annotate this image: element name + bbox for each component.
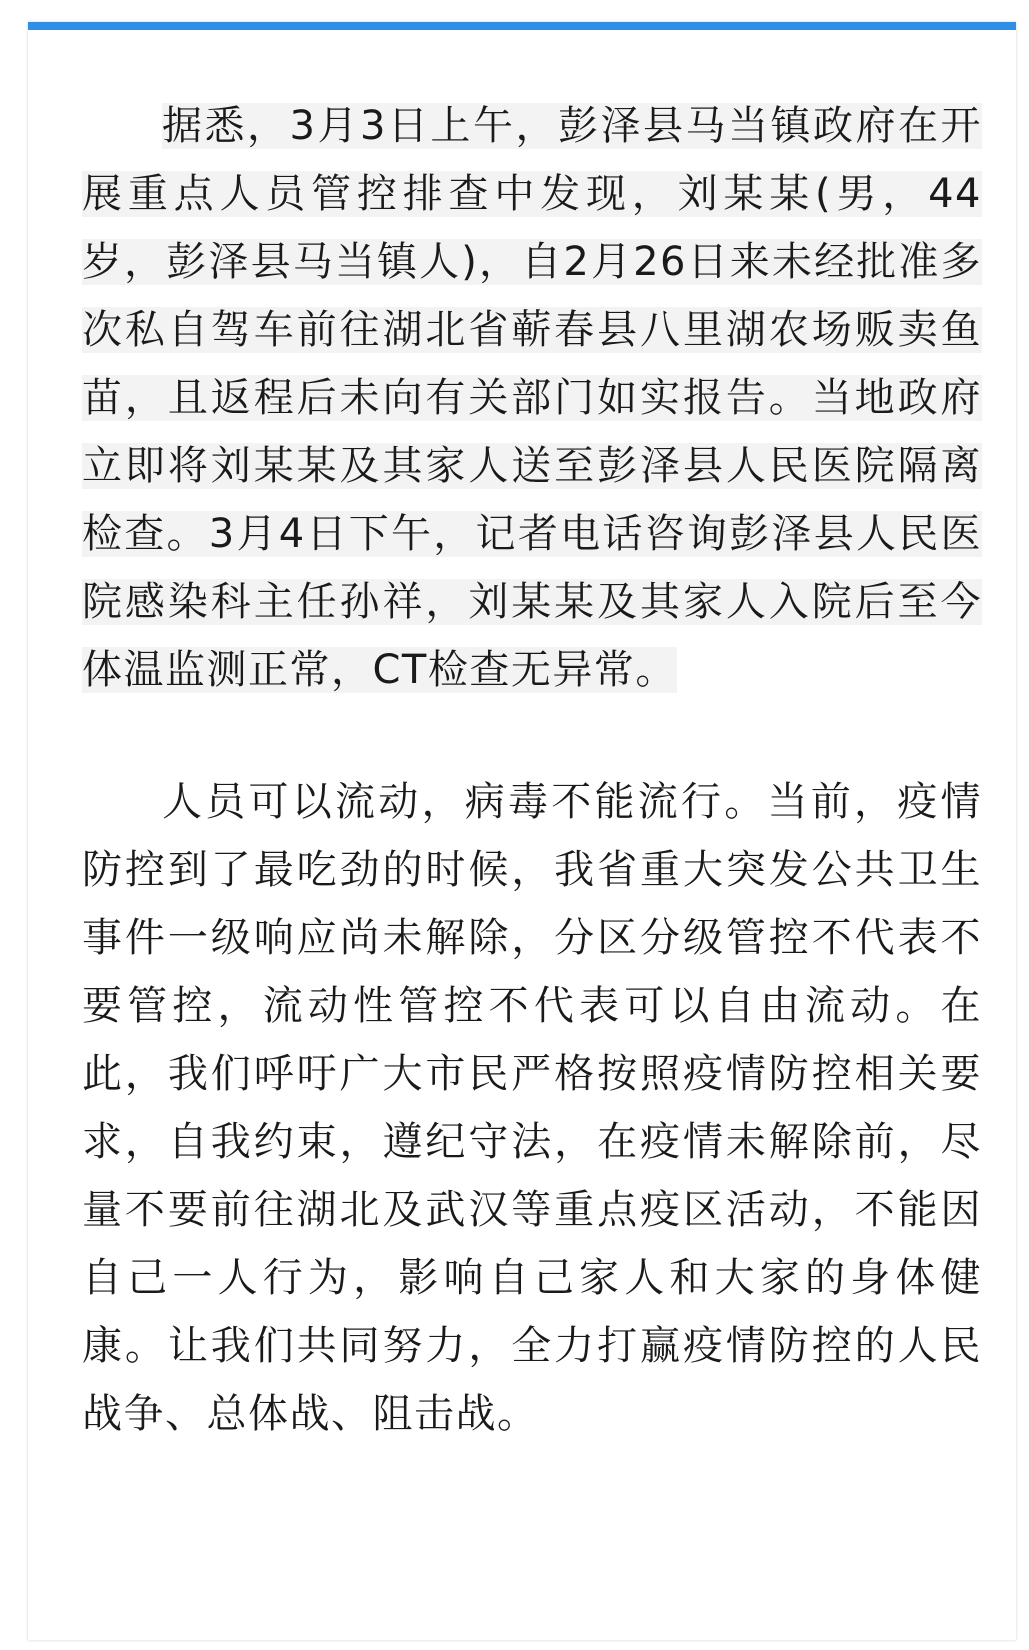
article-paragraph-1 bbox=[82, 92, 982, 704]
paragraph-2-text: 人员可以流动，病毒不能流行。当前，疫情防控到了最吃劲的时候，我省重大突发公共卫生事件一级响应尚未解除，分区分级管控不代表不要管控，流动性管控不代表可以自由流动。在此，我们呼吁广大市民严格按照疫情防控相关要求，自我约束，遵纪守法，在疫情未解除前，尽量不要前往湖北及武汉等重点疫区活动，不能因自己一人行为，影响自己家人和大家的身体健康。让我们共同努力，全力打赢疫情防控的人民战争、总体战、阻击战。 bbox=[82, 779, 982, 1437]
article-page bbox=[28, 22, 1016, 1640]
paragraph-1-text: 据悉，3月3日上午，彭泽县马当镇政府在开展重点人员管控排查中发现，刘某某(男，44岁，彭泽县马当镇人)，自2月26日来未经批准多次私自驾车前往湖北省蕲春县八里湖农场贩卖鱼苗，且返程后未向有关部门如实报告。当地政府立即将刘某某及其家人送至彭泽县人民医院隔离检查。3月4日下午，记者电话咨询彭泽县人民医院感染科主任孙祥，刘某某及其家人入院后至今体温监测正常，CT检查无异常。 bbox=[82, 103, 982, 693]
article-body bbox=[82, 92, 982, 1448]
article-paragraph-2 bbox=[82, 768, 982, 1448]
accent-top-bar bbox=[28, 22, 1016, 30]
